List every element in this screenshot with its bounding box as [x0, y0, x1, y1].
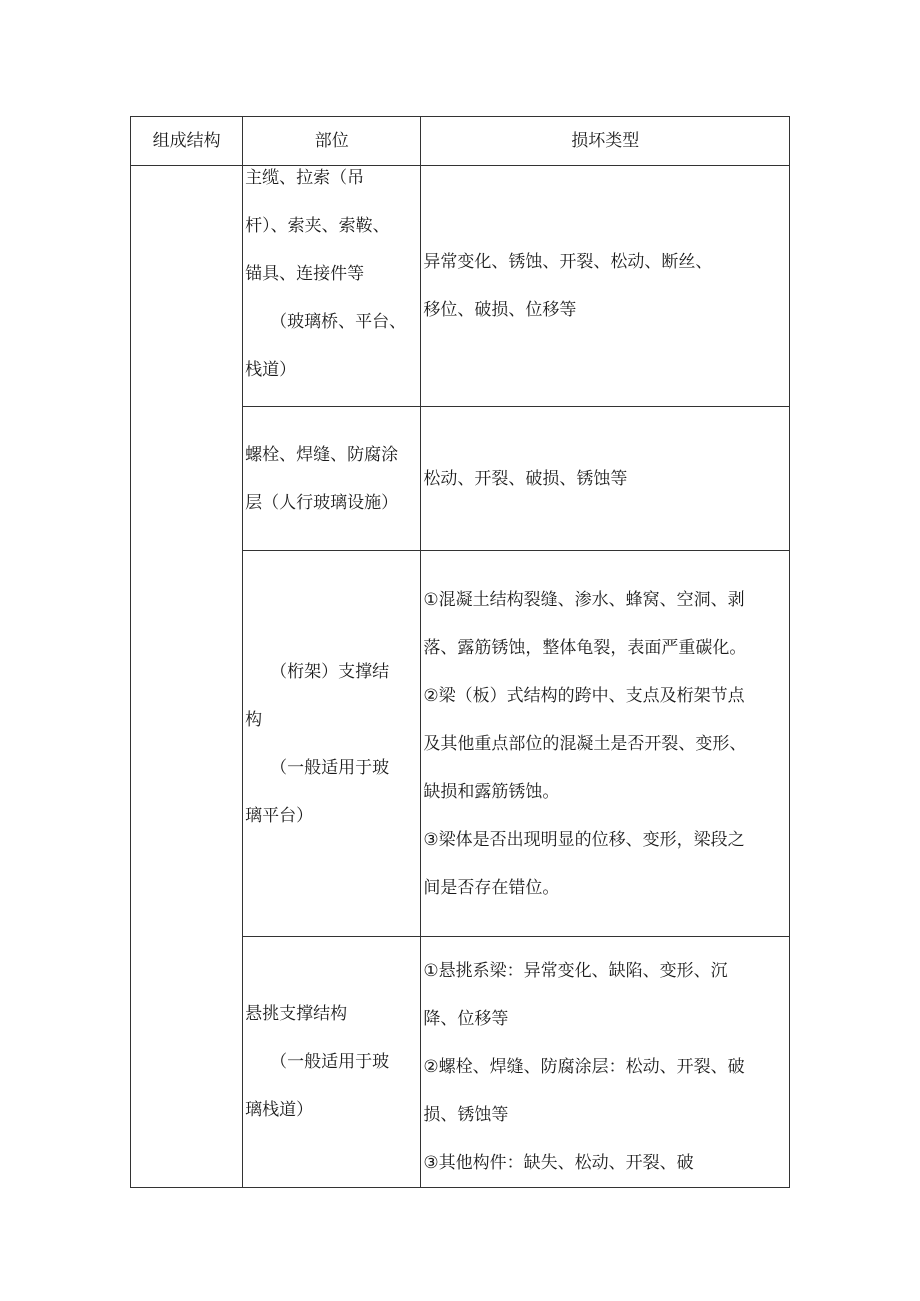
part-cell	[243, 937, 421, 1188]
damage-line: 异常变化、锈蚀、开裂、松动、断丝、	[423, 252, 713, 272]
part-line: （玻璃桥、平台、	[270, 312, 407, 332]
damage-line: 间是否存在错位。	[423, 877, 560, 898]
part-line: （一般适用于玻	[270, 757, 390, 778]
part-cell	[243, 166, 421, 407]
part-line: 锚具、连接件等	[245, 264, 365, 284]
header-damage-type: 损坏类型	[421, 117, 790, 166]
damage-type-table	[130, 116, 790, 1188]
part-line: 悬挑支撑结构	[245, 1004, 348, 1024]
header-structure: 组成结构	[131, 117, 243, 166]
damage-line: 松动、开裂、破损、锈蚀等	[423, 468, 628, 489]
part-cell	[243, 407, 421, 551]
damage-cell	[421, 407, 790, 551]
damage-line: 缺损和露筋锈蚀。	[423, 781, 560, 802]
damage-line: ③其他构件：缺失、松动、开裂、破	[423, 1153, 694, 1173]
part-line: 璃栈道）	[245, 1100, 314, 1120]
damage-line: ①混凝土结构裂缝、渗水、蜂窝、空洞、剥	[423, 589, 745, 610]
part-line: 璃平台）	[245, 805, 314, 826]
damage-line: ②螺栓、焊缝、防腐涂层：松动、开裂、破	[423, 1057, 745, 1077]
damage-line: 落、露筋锈蚀，整体龟裂，表面严重碳化。	[423, 637, 747, 658]
part-line: 栈道）	[245, 360, 297, 380]
damage-cell	[421, 551, 790, 937]
part-cell	[243, 551, 421, 937]
damage-line: 损、锈蚀等	[423, 1105, 509, 1125]
part-line: 螺栓、焊缝、防腐涂	[245, 444, 399, 465]
part-line: （桁架）支撑结	[270, 661, 390, 682]
part-line: 主缆、拉索（吊	[245, 168, 365, 188]
header-part: 部位	[243, 117, 421, 166]
damage-line: 降、位移等	[423, 1009, 509, 1029]
damage-line: ①悬挑系梁：异常变化、缺陷、变形、沉	[423, 961, 728, 981]
table-row	[131, 166, 790, 407]
structure-cell	[131, 166, 243, 1188]
damage-line: ②梁（板）式结构的跨中、支点及桁架节点	[423, 685, 745, 706]
damage-cell	[421, 937, 790, 1188]
damage-line: ③梁体是否出现明显的位移、变形，梁段之	[423, 829, 745, 850]
part-line: 构	[245, 709, 263, 730]
header-row	[131, 117, 790, 166]
part-line: 杆）、索夹、索鞍、	[245, 216, 390, 236]
part-line: （一般适用于玻	[270, 1052, 390, 1072]
damage-cell	[421, 166, 790, 407]
damage-line: 移位、破损、位移等	[423, 300, 577, 320]
part-line: 层（人行玻璃设施）	[245, 492, 399, 513]
damage-line: 及其他重点部位的混凝土是否开裂、变形、	[423, 733, 747, 754]
